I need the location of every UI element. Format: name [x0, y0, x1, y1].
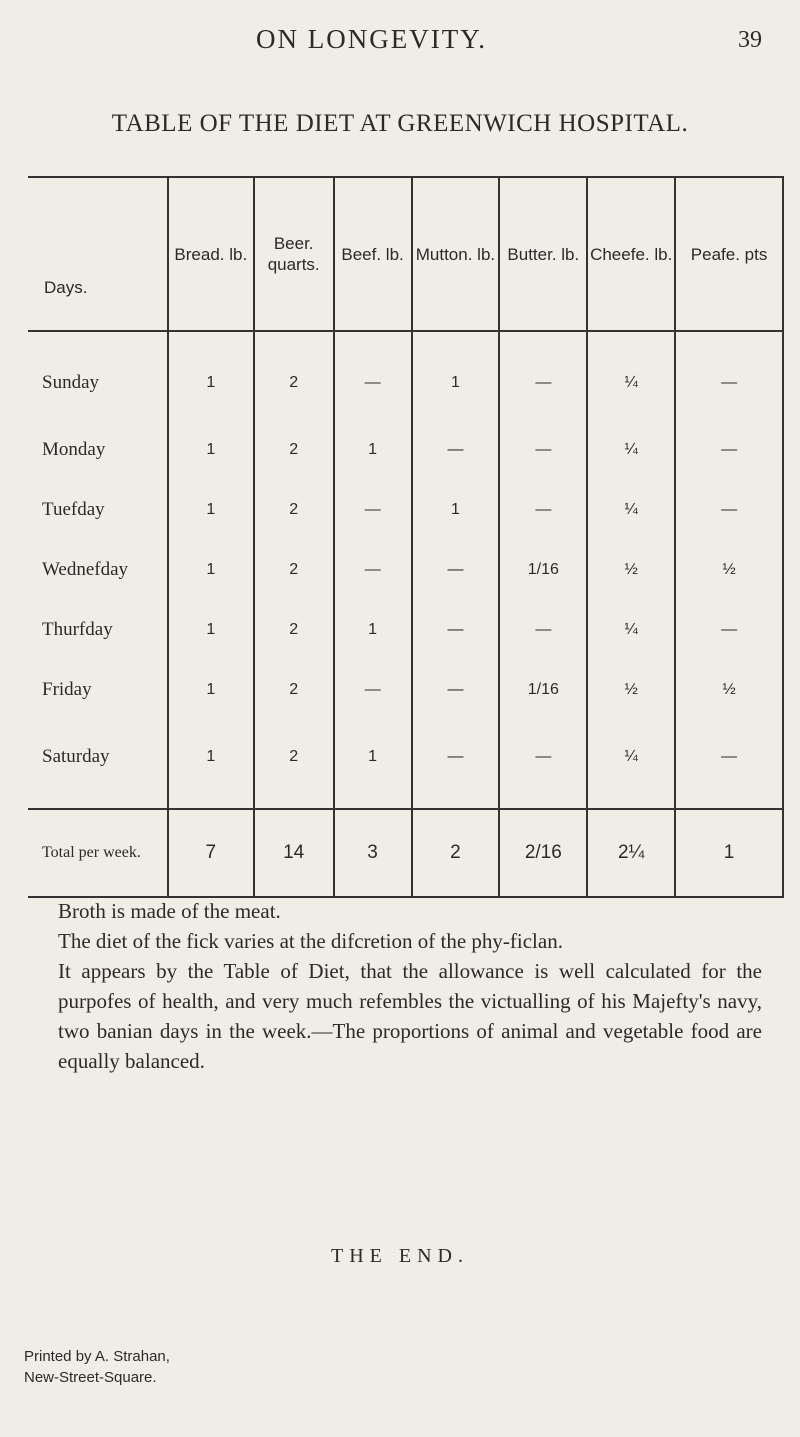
table-cell: — [499, 480, 587, 540]
day-label: Thurfday [42, 619, 113, 640]
total-cell: 2¼ [587, 809, 675, 897]
table-cell: ½ [587, 540, 675, 600]
paragraph: It appears by the Table of Diet, that the allowance is well calculated for the purpofes of health, and very much refembles the victualling of his Majefty's navy, two banian days in the week.—The proportions of animal and vegetable food are equally balanced. [58, 959, 762, 1073]
total-cell: 3 [334, 809, 412, 897]
table-cell: 2 [254, 600, 334, 660]
table-cell: 2 [254, 331, 334, 420]
body-text [58, 896, 762, 1076]
day-label: Sunday [42, 372, 99, 393]
table-cell: — [675, 331, 783, 420]
running-title: ON LONGEVITY. [256, 24, 487, 54]
table-cell: 1 [168, 420, 254, 480]
table-cell: — [675, 480, 783, 540]
table-cell: — [675, 720, 783, 809]
day-label: Monday [42, 439, 106, 460]
column-header-days: Days. [28, 177, 168, 331]
table-cell: — [675, 420, 783, 480]
table-cell: — [499, 420, 587, 480]
total-cell: 7 [168, 809, 254, 897]
column-header-butter: Butter. lb. [499, 177, 587, 331]
table-cell: 1 [334, 420, 412, 480]
table-cell: 1 [412, 480, 500, 540]
paragraph: The diet of the fick varies at the difcretion of the phy-ficlan. [58, 929, 563, 953]
table-cell: 1 [334, 720, 412, 809]
table-cell: ¼ [587, 420, 675, 480]
day-label: Friday [42, 679, 92, 700]
column-header-cheese: Cheefe. lb. [587, 177, 675, 331]
printer-address: New-Street-Square. [24, 1369, 157, 1386]
table-cell: 1/16 [499, 660, 587, 720]
table-cell: 1 [168, 540, 254, 600]
table-cell: — [412, 420, 500, 480]
table-row [28, 480, 783, 540]
day-label: Saturday [42, 746, 110, 767]
table-cell: 2 [254, 540, 334, 600]
paragraph: Broth is made of the meat. [58, 899, 281, 923]
table-cell: — [334, 480, 412, 540]
table-cell: 1 [168, 480, 254, 540]
table-row [28, 540, 783, 600]
table-cell: ¼ [587, 480, 675, 540]
the-end: THE END. [331, 1245, 469, 1267]
table-cell: ¼ [587, 600, 675, 660]
table-row [28, 660, 783, 720]
total-cell: 2/16 [499, 809, 587, 897]
table-cell: — [334, 660, 412, 720]
table-cell: — [675, 600, 783, 660]
table-body [28, 331, 783, 809]
table-cell: — [334, 331, 412, 420]
table-row [28, 420, 783, 480]
table-cell: 1 [168, 720, 254, 809]
table-cell: — [412, 720, 500, 809]
table-cell: 2 [254, 720, 334, 809]
table-cell: 1 [334, 600, 412, 660]
total-cell: 2 [412, 809, 500, 897]
table-cell: 2 [254, 420, 334, 480]
table-cell: — [412, 600, 500, 660]
table-title: TABLE OF THE DIET AT GREENWICH HOSPITAL. [111, 110, 689, 137]
table-cell: ¼ [587, 720, 675, 809]
table-row [28, 331, 783, 420]
table-cell: 1/16 [499, 540, 587, 600]
printer-credits [24, 1346, 170, 1388]
table-row [28, 720, 783, 809]
table-cell: — [499, 600, 587, 660]
table-cell: 1 [412, 331, 500, 420]
table-cell: 2 [254, 480, 334, 540]
table-cell: 2 [254, 660, 334, 720]
table-cell: — [334, 540, 412, 600]
column-header-bread: Bread. lb. [168, 177, 254, 331]
diet-table [28, 176, 784, 898]
total-row [28, 809, 783, 897]
table-cell: — [499, 720, 587, 809]
table-cell: — [412, 660, 500, 720]
table-header-row [28, 177, 783, 331]
day-label: Tuefday [42, 499, 105, 520]
total-label: Total per week. [28, 809, 168, 897]
table-cell: ½ [675, 660, 783, 720]
table-cell: 1 [168, 600, 254, 660]
printer-line: Printed by A. Strahan, [24, 1348, 170, 1365]
table-cell: ½ [675, 540, 783, 600]
total-cell: 14 [254, 809, 334, 897]
table-cell: — [412, 540, 500, 600]
table-cell: 1 [168, 331, 254, 420]
column-header-pease: Peafe. pts [675, 177, 783, 331]
table-cell: — [499, 331, 587, 420]
total-cell: 1 [675, 809, 783, 897]
column-header-mutton: Mutton. lb. [412, 177, 500, 331]
running-header [0, 24, 800, 64]
day-label: Wednefday [42, 559, 129, 580]
table-cell: ½ [587, 660, 675, 720]
column-header-beef: Beef. lb. [334, 177, 412, 331]
column-header-beer: Beer. quarts. [254, 177, 334, 331]
page-number: 39 [738, 27, 762, 53]
table-cell: ¼ [587, 331, 675, 420]
table-row [28, 600, 783, 660]
table-cell: 1 [168, 660, 254, 720]
